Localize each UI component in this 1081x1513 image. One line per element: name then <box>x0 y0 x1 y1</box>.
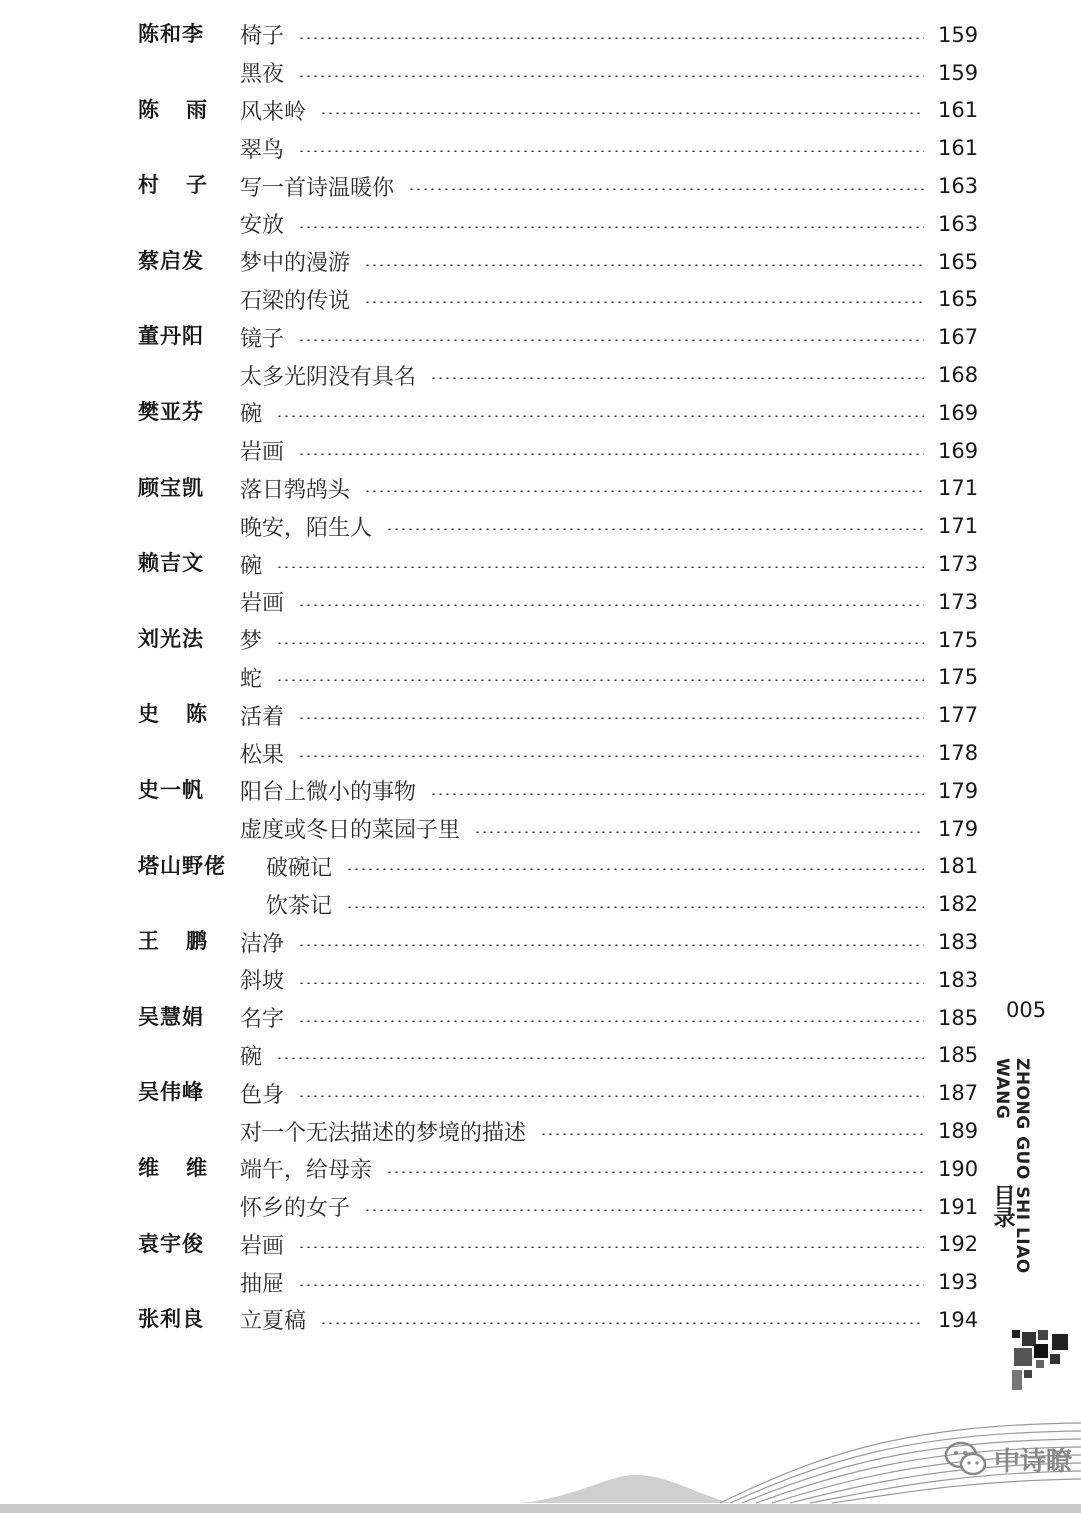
poem-title: 黑夜 <box>240 62 285 88</box>
toc-line <box>240 659 978 697</box>
poem-title: 饮茶记 <box>266 893 333 919</box>
dot-leader <box>298 1246 924 1248</box>
author-name: 吴慧娟 <box>138 1004 204 1029</box>
toc-entry <box>138 1263 978 1301</box>
toc-line <box>240 54 978 92</box>
toc-entry <box>138 92 978 130</box>
page-ref: 171 <box>938 476 979 501</box>
poem-title: 梦中的漫游 <box>240 251 351 277</box>
dot-leader <box>276 566 924 568</box>
poem-title: 椅子 <box>240 24 285 50</box>
toc-line <box>240 961 978 999</box>
toc-line <box>240 318 978 356</box>
poem-title: 怀乡的女子 <box>240 1196 351 1222</box>
page-ref: 169 <box>938 400 979 425</box>
poem-title: 岩画 <box>240 591 285 617</box>
toc-line <box>240 545 978 583</box>
dot-leader <box>386 1171 924 1173</box>
poem-title: 碗 <box>240 1044 263 1070</box>
poem-title: 名字 <box>240 1007 285 1033</box>
dot-leader <box>364 301 924 303</box>
page-ref: 190 <box>938 1156 979 1181</box>
dot-leader <box>298 1020 924 1022</box>
dot-leader <box>364 490 924 492</box>
toc-line <box>266 885 978 923</box>
page-ref: 165 <box>938 249 979 274</box>
page-ref: 194 <box>938 1307 979 1332</box>
toc-entry <box>138 848 978 886</box>
dot-leader <box>386 528 924 530</box>
page-ref: 177 <box>938 703 979 728</box>
author-name: 史陈 <box>138 702 234 727</box>
poem-title: 落日鹁鸪头 <box>240 477 351 503</box>
toc-entry <box>138 318 978 356</box>
toc-line <box>240 16 978 54</box>
toc-entry <box>138 205 978 243</box>
toc-line <box>240 1226 978 1264</box>
poem-title: 岩画 <box>240 440 285 466</box>
page-ref: 165 <box>938 287 979 312</box>
poem-title: 活着 <box>240 704 285 730</box>
dot-leader <box>474 831 924 833</box>
poem-title: 晚安，陌生人 <box>240 515 373 541</box>
toc-line <box>240 621 978 659</box>
dot-leader <box>276 1057 924 1059</box>
toc-line <box>240 1037 978 1075</box>
toc-line <box>240 356 978 394</box>
author-name: 王鹏 <box>138 929 234 954</box>
wechat-icon <box>944 1440 988 1478</box>
poem-title: 写一首诗温暖你 <box>240 175 395 201</box>
page-ref: 187 <box>938 1081 979 1106</box>
author-name: 吴伟峰 <box>138 1080 204 1105</box>
page-ref: 175 <box>938 665 979 690</box>
toc-line <box>240 923 978 961</box>
toc-entry <box>138 1112 978 1150</box>
author-name: 陈和李 <box>138 22 204 46</box>
page-ref: 193 <box>938 1270 979 1295</box>
toc-entry <box>138 545 978 583</box>
poem-title: 太多光阴没有具名 <box>240 364 417 390</box>
toc-entry <box>138 16 978 54</box>
toc-entry <box>138 129 978 167</box>
poem-title: 立夏稿 <box>240 1309 307 1335</box>
poem-title: 松果 <box>240 742 285 768</box>
toc-entry <box>138 961 978 999</box>
toc-line <box>240 92 978 130</box>
toc-entry <box>138 1037 978 1075</box>
toc-entry <box>138 167 978 205</box>
toc-entry <box>138 1150 978 1188</box>
author-name: 村子 <box>138 173 234 198</box>
author-name: 董丹阳 <box>138 324 204 349</box>
poem-title: 抽屉 <box>240 1271 285 1297</box>
page-number: 005 <box>1006 998 1047 1022</box>
toc-line <box>240 507 978 545</box>
page-ref: 161 <box>938 136 979 161</box>
toc-entry <box>138 1188 978 1226</box>
page-ref: 183 <box>938 967 979 992</box>
page-ref: 179 <box>938 778 979 803</box>
toc-line <box>240 1112 978 1150</box>
page-ref: 178 <box>938 741 979 766</box>
dot-leader <box>298 717 924 719</box>
page-ref: 191 <box>938 1194 979 1219</box>
poem-title: 虚度或冬日的菜园子里 <box>240 818 461 844</box>
page-ref: 192 <box>938 1232 979 1257</box>
toc-entry <box>138 394 978 432</box>
toc-line <box>240 1074 978 1112</box>
dot-leader <box>298 755 924 757</box>
section-label: 目录 <box>990 1184 1015 1228</box>
page-ref: 173 <box>938 552 979 577</box>
dot-leader <box>364 1209 924 1211</box>
magazine-name-romanized: ZHONG GUO SHI LIAO WANG <box>992 1058 1032 1274</box>
watermark-text: 中诗瞭 <box>994 1446 1073 1477</box>
dot-leader <box>298 1284 924 1286</box>
author-name: 袁宇俊 <box>138 1231 204 1256</box>
toc-line <box>240 129 978 167</box>
toc-entry <box>138 1226 978 1264</box>
dot-leader <box>298 226 924 228</box>
pixel-ornament-icon <box>1012 1330 1070 1392</box>
toc-entry <box>138 621 978 659</box>
poem-title: 端午，给母亲 <box>240 1158 373 1184</box>
page-ref: 175 <box>938 627 979 652</box>
dot-leader <box>298 604 924 606</box>
dot-leader <box>346 868 924 870</box>
toc-entry <box>138 772 978 810</box>
dot-leader <box>430 377 924 379</box>
toc-line <box>240 1263 978 1301</box>
dot-leader <box>298 339 924 341</box>
page-ref: 183 <box>938 930 979 955</box>
author-name: 维维 <box>138 1155 234 1180</box>
page-ref: 167 <box>938 325 979 350</box>
toc-line <box>240 1150 978 1188</box>
author-name: 刘光法 <box>138 626 204 651</box>
toc-line <box>240 583 978 621</box>
poem-title: 斜坡 <box>240 969 285 995</box>
poem-title: 碗 <box>240 553 263 579</box>
toc-line <box>240 243 978 281</box>
poem-title: 梦 <box>240 629 263 655</box>
poem-title: 破碗记 <box>266 855 333 881</box>
page-ref: 173 <box>938 589 979 614</box>
dot-leader <box>320 1322 924 1324</box>
dot-leader <box>298 1095 924 1097</box>
toc-line <box>240 696 978 734</box>
author-name: 顾宝凯 <box>138 475 204 500</box>
poem-title: 阳台上微小的事物 <box>240 780 417 806</box>
toc-entry <box>138 583 978 621</box>
page-ref: 179 <box>938 816 979 841</box>
toc-line <box>240 1188 978 1226</box>
author-name: 蔡启发 <box>138 248 204 273</box>
table-of-contents <box>138 16 978 1339</box>
toc-entry <box>138 885 978 923</box>
dot-leader <box>276 642 924 644</box>
toc-line <box>240 999 978 1037</box>
author-name: 张利良 <box>138 1307 204 1332</box>
toc-line <box>266 848 978 886</box>
poem-title: 岩画 <box>240 1233 285 1259</box>
dot-leader <box>298 944 924 946</box>
poem-title: 镜子 <box>240 326 285 352</box>
toc-line <box>240 432 978 470</box>
toc-line <box>240 205 978 243</box>
author-name: 赖吉文 <box>138 551 204 576</box>
dot-leader <box>298 453 924 455</box>
toc-line <box>240 772 978 810</box>
toc-entry <box>138 810 978 848</box>
dot-leader <box>364 264 924 266</box>
toc-line <box>240 281 978 319</box>
dot-leader <box>346 906 924 908</box>
poem-title: 安放 <box>240 213 285 239</box>
dot-leader <box>320 112 924 114</box>
toc-entry <box>138 432 978 470</box>
page-ref: 169 <box>938 438 979 463</box>
author-name: 塔山野佬 <box>138 853 226 878</box>
toc-entry <box>138 696 978 734</box>
toc-entry <box>138 734 978 772</box>
dot-leader <box>298 150 924 152</box>
toc-entry <box>138 507 978 545</box>
toc-entry <box>138 356 978 394</box>
toc-entry <box>138 659 978 697</box>
page-ref: 159 <box>938 60 979 85</box>
poem-title: 洁净 <box>240 931 285 957</box>
author-name: 樊亚芬 <box>138 399 204 424</box>
page-ref: 181 <box>938 854 979 879</box>
toc-line <box>240 167 978 205</box>
toc-line <box>240 394 978 432</box>
toc-entry <box>138 999 978 1037</box>
author-name: 陈雨 <box>138 97 234 122</box>
toc-line <box>240 1301 978 1339</box>
poem-title: 石梁的传说 <box>240 288 351 314</box>
poem-title: 翠鸟 <box>240 137 285 163</box>
poem-title: 蛇 <box>240 666 263 692</box>
toc-entry <box>138 54 978 92</box>
poem-title: 碗 <box>240 402 263 428</box>
page-ref: 189 <box>938 1119 979 1143</box>
dot-leader <box>408 188 924 190</box>
poem-title: 风来岭 <box>240 99 307 125</box>
toc-entry <box>138 281 978 319</box>
page-ref: 182 <box>938 892 979 917</box>
page-ref: 163 <box>938 174 979 199</box>
toc-line <box>240 734 978 772</box>
toc-entry <box>138 923 978 961</box>
dot-leader <box>298 75 924 77</box>
page-ref: 185 <box>938 1043 979 1068</box>
dot-leader <box>276 415 924 417</box>
dot-leader <box>430 793 924 795</box>
toc-entry <box>138 1074 978 1112</box>
bottom-border <box>0 1504 1081 1513</box>
author-name: 史一帆 <box>138 777 204 802</box>
toc-line <box>240 470 978 508</box>
page-ref: 161 <box>938 98 979 123</box>
dot-leader <box>540 1133 924 1135</box>
page-ref: 159 <box>938 22 979 47</box>
toc-entry <box>138 1301 978 1339</box>
page-ref: 171 <box>938 514 979 539</box>
toc-entry <box>138 243 978 281</box>
page-ref: 185 <box>938 1005 979 1030</box>
dot-leader <box>298 37 924 39</box>
page-ref: 168 <box>938 363 979 388</box>
toc-line <box>240 810 978 848</box>
poem-title: 色身 <box>240 1082 285 1108</box>
dot-leader <box>276 679 924 681</box>
dot-leader <box>298 982 924 984</box>
poem-title: 对一个无法描述的梦境的描述 <box>240 1120 527 1146</box>
watermark <box>944 1440 1072 1478</box>
page-ref: 163 <box>938 211 979 236</box>
toc-entry <box>138 470 978 508</box>
